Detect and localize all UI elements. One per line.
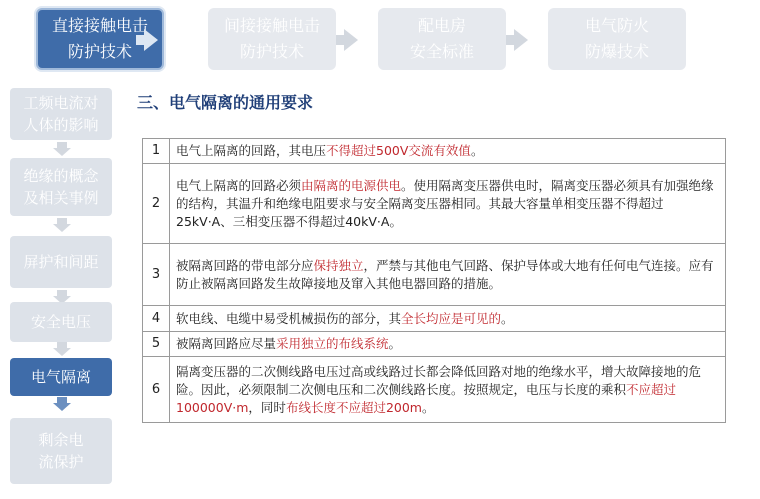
tab-label-line2: 防护技术: [239, 42, 304, 61]
side-nav-electrical-isolation[interactable]: [10, 358, 112, 396]
down-arrow-icon: [53, 348, 71, 356]
highlight-text: 布线长度不应超过200m: [285, 399, 422, 415]
table-row: [143, 357, 726, 423]
side-nav-safe-voltage[interactable]: [10, 302, 112, 342]
down-arrow-icon: [53, 148, 71, 156]
tab-substation[interactable]: [378, 8, 506, 70]
row-number: 5: [143, 332, 170, 357]
tab-label-line1: 配电房: [417, 16, 466, 35]
section-title: 三、电气隔离的通用要求: [137, 93, 314, 112]
tab-label-line2: 防护技术: [67, 42, 132, 61]
row-number: 3: [143, 244, 170, 306]
tab-arrow-icon: [514, 29, 528, 51]
tab-label-line1: 电气防火: [584, 16, 649, 35]
side-nav-shielding[interactable]: [10, 236, 112, 288]
tab-arrow-icon: [506, 35, 514, 45]
side-nav-insulation[interactable]: [10, 158, 112, 216]
tab-label-line2: 防爆技术: [584, 42, 649, 61]
table-row: [143, 332, 726, 357]
row-text: 电气上隔离的回路必须由隔离的电源供电。使用隔离变压器供电时，隔离变压器必须具有加强绝缘的结构，其温升和绝缘电阻要求与安全隔离变压器相同。其最大容量单相变压器不得超过25kV·A、三相变压器不得超过40kV·A。: [170, 164, 726, 244]
side-nav-label-line1: 剩余电: [38, 431, 84, 449]
row-text: 被隔离回路的带电部分应保持独立，严禁与其他电气回路、保护导体或大地有任何电气连接。应有防止被隔离回路发生故障接地及窜入其他电器回路的措施。: [170, 244, 726, 306]
side-nav-label-line2: 流保护: [38, 453, 84, 471]
tab-arrow-icon: [336, 35, 344, 45]
tab-fire-explosion[interactable]: [548, 8, 686, 70]
side-nav-label-line1: 绝缘的概念: [23, 167, 99, 185]
row-text: 隔离变压器的二次侧线路电压过高或线路过长都会降低回路对地的绝缘水平，增大故障接地的危险。因此，必须限制二次侧电压和二次侧线路长度。按照规定，电压与长度的乘积不应超过100000V·m，同时布线长度不应超过200m。: [170, 357, 726, 423]
table-row: [143, 244, 726, 306]
tab-label-line2: 安全标准: [409, 42, 474, 61]
tab-arrow-icon: [136, 35, 144, 45]
row-number: 2: [143, 164, 170, 244]
row-number: 6: [143, 357, 170, 423]
tab-label-line1: 直接接触电击: [51, 16, 148, 35]
highlight-text: 不得超过500V交流有效值: [326, 143, 471, 158]
row-text: 电气上隔离的回路，其电压不得超过500V交流有效值。: [170, 139, 726, 164]
table-row: [143, 164, 726, 244]
tab-arrow-icon: [144, 29, 158, 51]
highlight-text: 由隔离的电源供电: [301, 177, 402, 193]
requirements-table: [142, 138, 726, 423]
side-nav-label-line1: 电气隔离: [30, 368, 91, 386]
highlight-text: 采用独立的布线系统: [276, 336, 389, 351]
highlight-text: 全长均应是可见的: [401, 310, 502, 326]
side-nav-label-line1: 安全电压: [30, 313, 91, 331]
tab-arrow-icon: [344, 29, 358, 51]
row-text: 被隔离回路应尽量采用独立的布线系统。: [170, 332, 726, 357]
row-number: 4: [143, 306, 170, 332]
tab-indirect-contact[interactable]: [208, 8, 336, 70]
row-number: 1: [143, 139, 170, 164]
side-nav-current-effect[interactable]: [10, 88, 112, 140]
table-row: [143, 306, 726, 332]
row-text: 软电线、电缆中易受机械损伤的部分，其全长均应是可见的。: [170, 306, 726, 332]
highlight-text: 保持独立: [313, 257, 364, 273]
tab-label-line1: 间接接触电击: [223, 16, 320, 35]
side-nav-residual-current[interactable]: [10, 418, 112, 484]
side-nav-label-line1: 屏护和间距: [23, 253, 99, 271]
highlight-text: 不应超过100000V·m: [176, 381, 677, 415]
side-nav-label-line2: 及相关事例: [23, 189, 99, 207]
down-arrow-icon: [53, 224, 71, 232]
side-nav-label-line1: 工频电流对: [23, 94, 99, 112]
side-nav-label-line2: 人体的影响: [23, 116, 99, 134]
table-row: [143, 139, 726, 164]
down-arrow-icon: [53, 403, 71, 411]
